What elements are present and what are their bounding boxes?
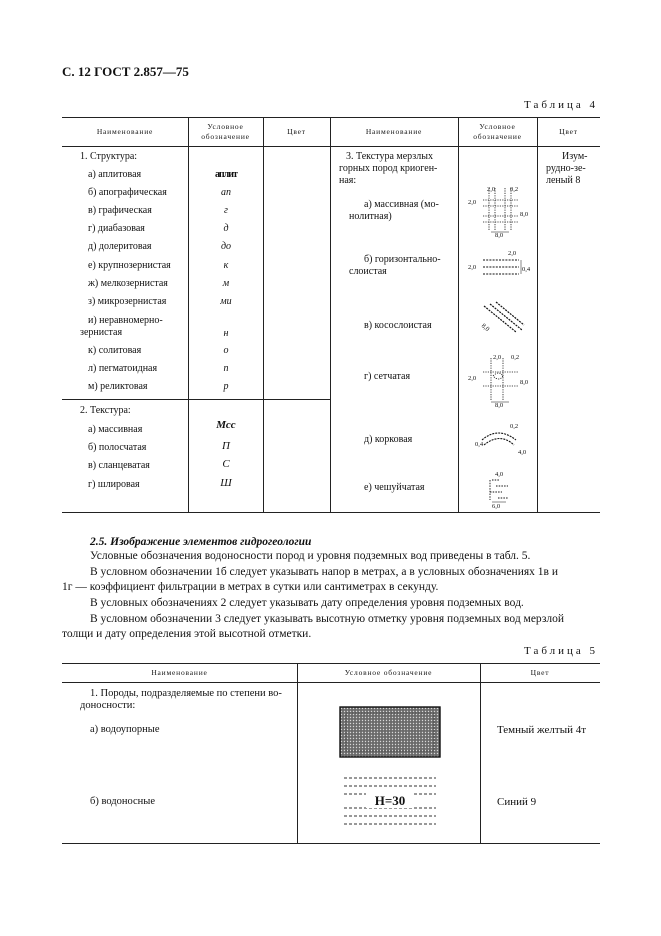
structure-symbol: г: [224, 205, 228, 216]
cryogenic-item: б) горизонтально-: [364, 254, 441, 265]
table4-header-symbol: обозначение: [201, 132, 250, 141]
section-paragraph: 1г — коэффициент фильтрации в метрах в сутки или сантиметрах в секунду.: [62, 581, 439, 593]
table5-header-rule: [62, 682, 600, 683]
aquifer-row-color: Темный желтый 4т: [497, 724, 587, 736]
table4-top-rule: [62, 117, 600, 118]
aquifer-group-title: доносности:: [80, 700, 136, 711]
massive-texture-diagram: [463, 180, 533, 238]
structure-item: е) крупнозернистая: [88, 260, 171, 271]
structure-item: б) апографическая: [88, 187, 167, 198]
structure-symbol: к: [223, 260, 229, 271]
texture-item: г) шлировая: [88, 479, 140, 490]
structure-symbol: до: [220, 241, 232, 252]
dim-label: 2,0: [487, 186, 496, 193]
table5-header-symbol: Условное обозначение: [344, 668, 433, 677]
texture-symbol: П: [222, 440, 230, 452]
texture-item: в) сланцеватая: [88, 460, 150, 471]
cross-layered-diagram: [476, 300, 526, 342]
table4-bottom-rule: [62, 512, 600, 513]
structure-symbol: ми: [220, 296, 232, 307]
dim-label: 8,0: [520, 211, 529, 218]
cryogenic-title: 3. Текстура мерзлых: [346, 151, 433, 162]
table4-header-color: Цвет: [559, 127, 578, 136]
dim-label: 8,0: [479, 322, 491, 334]
table4-header-symbol: Условное: [479, 122, 516, 131]
structure-symbol: м: [222, 278, 230, 289]
structure-symbol: д: [223, 223, 229, 234]
dim-label: 0,2: [511, 354, 520, 361]
structure-symbol: аплит: [215, 169, 237, 180]
structure-item: м) реликтовая: [88, 381, 148, 392]
reticulate-diagram: [463, 350, 533, 408]
structure-item: д) долеритовая: [88, 241, 152, 252]
table5-top-rule: [62, 663, 600, 664]
dim-label: 8,0: [495, 232, 504, 239]
section-paragraph: Условные обозначения водоносности пород и уровня подземных вод приведены в табл. 5.: [90, 550, 531, 562]
cryogenic-item: слоистая: [349, 266, 387, 277]
table5-caption: Таблица 5: [524, 645, 599, 657]
cryogenic-color: Изум-: [562, 151, 588, 162]
cryogenic-item: г) сетчатая: [364, 371, 411, 382]
structure-item: и) неравномерно-: [88, 315, 163, 326]
section-paragraph: толщи и дату определения этой высотной отметки.: [62, 628, 312, 640]
cryogenic-item: д) корковая: [364, 434, 413, 445]
structure-item: з) микрозернистая: [88, 296, 167, 307]
cryogenic-item: а) массивная (мо-: [364, 199, 439, 210]
table4-col-rule: [188, 117, 189, 512]
table4-header-rule: [62, 146, 600, 147]
texture-item: б) полосчатая: [88, 442, 147, 453]
table5-bottom-rule: [62, 843, 600, 844]
texture-item: а) массивная: [88, 424, 143, 435]
aquitard-symbol: [340, 707, 440, 757]
cryogenic-color: рудно-зе-: [546, 163, 586, 174]
texture-symbol: Ш: [220, 477, 232, 489]
dim-label: 0,4: [475, 441, 484, 448]
structure-item: а) аплитовая: [88, 169, 142, 180]
structure-item: в) графическая: [88, 205, 152, 216]
texture-symbol: С: [222, 458, 230, 470]
table4-header-name: Наименование: [96, 127, 154, 136]
cryogenic-item: е) чешуйчатая: [364, 482, 425, 493]
dim-label: 2,0: [468, 264, 477, 271]
aquifer-group-title: 1. Породы, подразделяемые по степени во-: [90, 688, 282, 699]
texture-symbol: Мсс: [216, 419, 236, 431]
table4-header-symbol: обозначение: [473, 132, 522, 141]
section-paragraph: В условном обозначении 1б следует указывать напор в метрах, а в условных обозначениях 1в и: [90, 566, 558, 578]
cryogenic-item: в) косослоистая: [364, 320, 432, 331]
head-label: Н=30: [374, 793, 406, 808]
scaly-diagram: [478, 466, 528, 510]
table4-caption: Таблица 4: [524, 99, 599, 111]
table5-col-rule: [480, 663, 481, 843]
horizontal-layered-diagram: [463, 246, 533, 286]
table4-col-rule: [458, 117, 459, 512]
cryogenic-item: нолитная): [349, 211, 392, 222]
structure-item: л) пегматоидная: [88, 363, 158, 374]
aquifer-row-color: Синий 9: [497, 796, 537, 808]
dim-label: 4,0: [495, 471, 504, 478]
cryogenic-color: леный 8: [546, 175, 581, 186]
aquifer-row-label: б) водоносные: [90, 796, 156, 807]
structure-item: ж) мелкозернистая: [88, 278, 168, 289]
dim-label: 8,0: [495, 402, 504, 409]
dim-label: 6,0: [492, 503, 501, 510]
dim-label: 0,4: [522, 266, 531, 273]
page-header: С. 12 ГОСТ 2.857—75: [62, 64, 189, 79]
structure-title: 1. Структура:: [80, 151, 138, 162]
section-paragraph: В условном обозначении 3 следует указывать высотную отметку уровня подземных вод мерзлой: [90, 613, 564, 625]
structure-symbol: н: [223, 328, 229, 339]
structure-symbol: р: [223, 381, 229, 392]
structure-item: к) солитовая: [88, 345, 142, 356]
structure-symbol: о: [223, 345, 229, 356]
section-title: 2.5. Изображение элементов гидрогеологии: [90, 536, 312, 548]
structure-item: г) диабазовая: [88, 223, 145, 234]
structure-item: зернистая: [80, 327, 123, 338]
dim-label: 2,0: [468, 199, 477, 206]
dim-label: 0,2: [510, 423, 519, 430]
cryogenic-title: ная:: [339, 175, 357, 186]
section-paragraph: В условных обозначениях 2 следует указывать дату определения уровня подземных вод.: [90, 597, 524, 609]
dim-label: 2,0: [508, 250, 517, 257]
cryogenic-title: горных пород криоген-: [339, 163, 438, 174]
table4-header-symbol: Условное: [207, 122, 244, 131]
dim-label: 4,0: [518, 449, 527, 456]
dim-label: 8,0: [520, 379, 529, 386]
aquifer-row-label: а) водоупорные: [90, 724, 160, 735]
aquifer-symbol: [340, 773, 440, 829]
table5-header-color: Цвет: [530, 668, 550, 677]
table4-col-rule: [263, 117, 264, 512]
table4-col-rule: [537, 117, 538, 512]
dim-label: 0,2: [510, 186, 519, 193]
table4-left-divider: [62, 399, 330, 400]
texture-title: 2. Текстура:: [80, 405, 131, 416]
table5-col-rule: [297, 663, 298, 843]
table4-col-rule: [330, 117, 331, 512]
structure-symbol: п: [223, 363, 229, 374]
table5-header-name: Наименование: [151, 668, 208, 677]
table4-header-color: Цвет: [287, 127, 306, 136]
dim-label: 2,0: [468, 375, 477, 382]
table4-header-name: Наименование: [365, 127, 423, 136]
dim-label: 2,0: [493, 354, 502, 361]
crust-diagram: [470, 418, 532, 460]
structure-symbol: ап: [221, 187, 231, 198]
